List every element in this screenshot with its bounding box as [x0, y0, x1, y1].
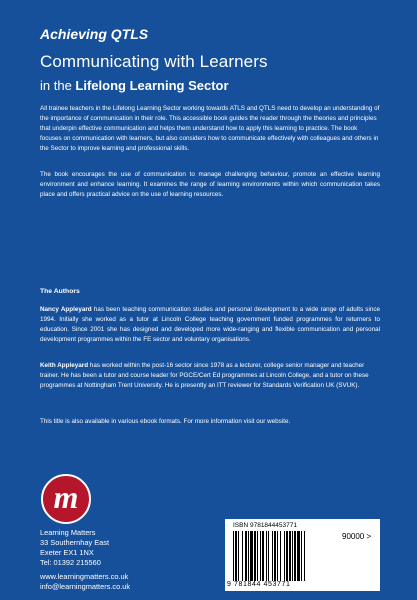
barcode-bar: [257, 531, 258, 581]
barcode-bar: [248, 531, 249, 581]
barcode-bar: [286, 531, 288, 581]
barcode-bar: [304, 531, 305, 581]
barcode-bar: [297, 531, 300, 581]
address-line: Exeter EX1 1NX: [40, 548, 94, 557]
author-text-2: has worked within the post-16 sector since 1978 as a lecturer, college senior manager and teacher trainer. He has been a tutor and course leader for PGCE/Cert Ed programmes at Lincoln College, and a tutor on these programmes at Nottingham Trent University. He is presently an ITT reviewer for Standards Verification UK (SVUK).: [40, 362, 369, 389]
authors-heading: The Authors: [40, 288, 80, 295]
barcode-bar: [284, 531, 285, 581]
barcode-bar: [254, 531, 256, 581]
barcode-bar: [280, 531, 281, 581]
barcode-bar: [292, 531, 293, 581]
subtitle-emphasis: Lifelong Learning Sector: [75, 78, 229, 93]
logo-letter: m: [53, 479, 79, 515]
email-link[interactable]: info@learningmatters.co.uk: [40, 582, 131, 591]
publisher-logo: [40, 473, 92, 525]
address-line: Learning Matters: [40, 528, 96, 537]
barcode-bar: [274, 531, 276, 581]
barcode-bar: [250, 531, 253, 581]
barcode-bar: [289, 531, 291, 581]
barcode-bars: [233, 531, 333, 581]
barcode-bar: [268, 531, 269, 581]
book-subtitle: [40, 78, 229, 93]
barcode-bar: [260, 531, 261, 581]
blurb-paragraph-2: The book encourages the use of communication to manage challenging behaviour, promote an effective learning environment and enhance learning. It examines the range of learning environments within which communication takes place and offers practical advice on the use of learning resources.: [40, 171, 380, 198]
author-text-1: has been teaching communication studies and personal development to a wide range of adults since 1994. Initially she worked as a tutor at Lincoln College teaching government funded programmes for returners to education. Since 2001 she has designed and developed more wide-ranging and flexible communication and personal development programmes within the FE sector and voluntary organisations.: [40, 306, 380, 343]
barcode-bar: [294, 531, 296, 581]
barcode-bar: [277, 531, 278, 581]
publisher-web: [40, 572, 130, 592]
barcode-bar: [233, 531, 234, 581]
ebook-note: This title is also available in various ebook formats. For more information visit our website.: [40, 418, 291, 425]
subtitle-prefix: in the: [40, 78, 76, 93]
address-line: Tel: 01392 215560: [40, 558, 101, 567]
barcode-bar: [272, 531, 273, 581]
barcode-box: [225, 519, 380, 591]
blurb-paragraph-1: All trainee teachers in the Lifelong Learning Sector working towards ATLS and QTLS need to develop an understanding of the importance of communication in their role. This accessible book guides the reader through the theories and principles that underpin effective communication and helps them understand how to apply this learning to practice. The book focuses on communication with learners, but also considers how to communicate effectively with colleagues and others in the Sector to improve learning and professional skills.: [40, 105, 380, 152]
barcode-bar: [235, 531, 237, 581]
author-name-2: Keith Appleyard: [40, 362, 89, 369]
publisher-address: [40, 528, 109, 568]
barcode-bar: [266, 531, 267, 581]
barcode-bar: [242, 531, 243, 581]
price-code: 90000 >: [342, 532, 372, 541]
barcode-bar: [262, 531, 264, 581]
series-label: Achieving QTLS: [40, 26, 149, 42]
author-bio-2: [40, 361, 380, 391]
isbn-label: ISBN 9781844453771: [233, 522, 297, 529]
author-name-1: Nancy Appleyard: [40, 306, 92, 313]
barcode-bar: [245, 531, 247, 581]
author-bio-1: [40, 305, 380, 345]
barcode-bar: [238, 531, 239, 581]
barcode-digits: 9 781844 453771: [227, 581, 291, 588]
address-line: 33 Southernhay East: [40, 538, 110, 547]
website-link[interactable]: www.learningmatters.co.uk: [40, 572, 129, 581]
book-title: Communicating with Learners: [40, 52, 268, 71]
barcode-bar: [301, 531, 302, 581]
